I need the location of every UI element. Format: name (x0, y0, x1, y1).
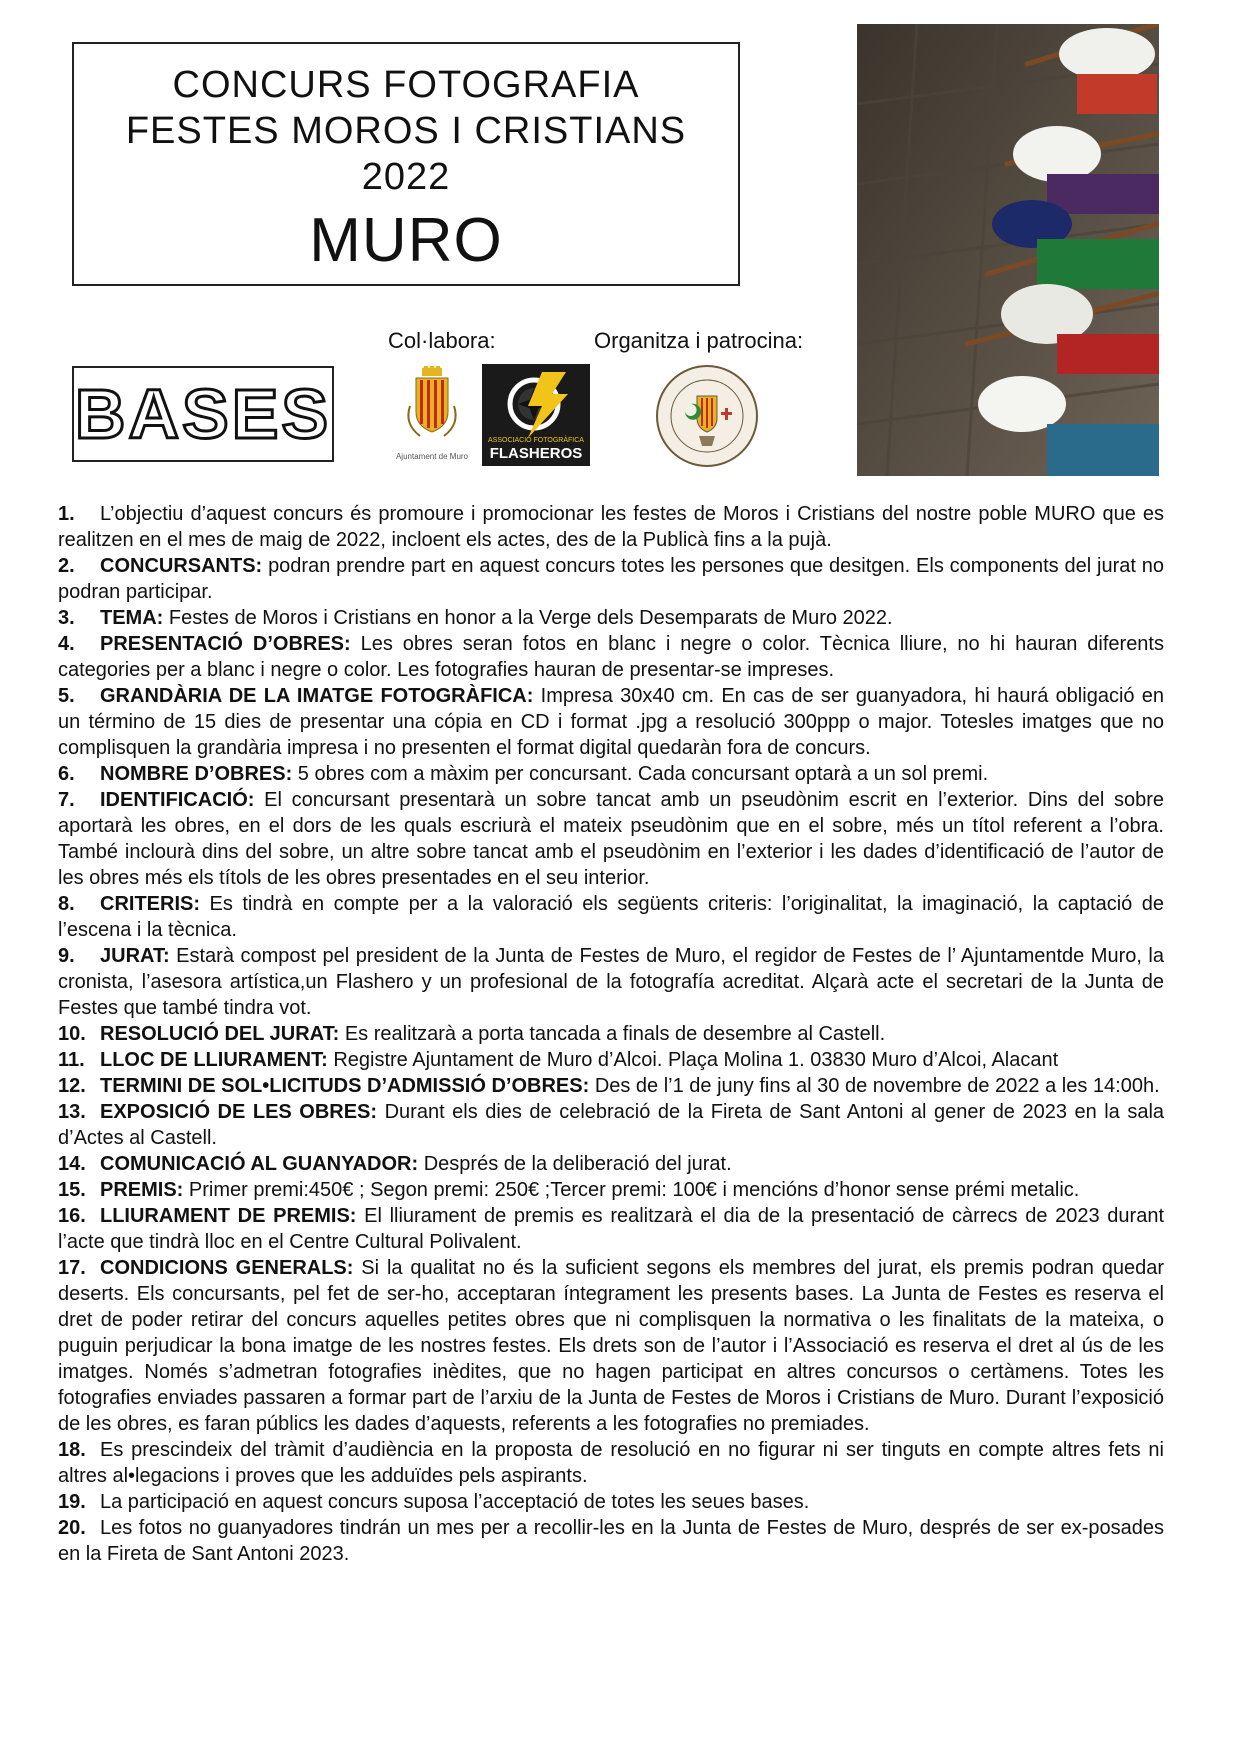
title-year: 2022 (361, 156, 451, 198)
rule-heading: TEMA: (100, 607, 164, 629)
rule-text: Festes de Moros i Cristians en honor a la Verge dels Desemparats de Muro 2022. (168, 607, 893, 629)
rule-item (58, 787, 1164, 891)
rule-text: Si la qualitat no és la suficient segons els membres del jurat, els premis podran quedar deserts. Els concursants, pel fet de ser-ho, acceptaran íntegrament les presents bases. La Junta de Festes es reserva el dret de poder retirar del concurs aquelles petites obres que ni complisquen la normativa o les finalitats de la mateixa, o puguin perjudicar la bona imatge de les nostres festes. Els drets son de l’autor i l’Associació es reserva el dret al ús de les imatges. Només s’admetran fotografies inèdites, que no hagen participat en altres concursos o certàmens. Totes les fotografies enviades passaren a formar part de l’arxiu de la Junta de Festes de Moros i Cristians de Muro. Durant l’exposició de les obres, es faran públics les dades d’aquests, referents a les fotografies no premiades. (58, 1257, 1165, 1435)
rule-item (58, 1255, 1164, 1437)
rules-list (58, 501, 1164, 1567)
bases-box (72, 366, 334, 462)
rule-number: 16. (58, 1205, 86, 1227)
rule-heading: CONCURSANTS: (100, 555, 263, 577)
rule-number: 7. (58, 789, 75, 811)
rule-number: 8. (58, 893, 75, 915)
rule-item (58, 761, 1164, 787)
rule-text: Es realitzarà a porta tancada a finals de desembre al Castell. (344, 1023, 886, 1045)
junta-seal-icon (653, 362, 761, 470)
rule-text: Després de la deliberació del jurat. (423, 1153, 732, 1175)
title-line-2: FESTES MOROS I CRISTIANS (125, 110, 687, 152)
rule-item (58, 1515, 1164, 1567)
collabora-label: Col·labora: (388, 328, 496, 353)
rule-text: Es tindrà en compte per a la valoració els següents criteris: l’originalitat, la imaginació, la captació de l’escena i la tècnica. (58, 893, 1165, 941)
rule-item (58, 501, 1164, 553)
bases-heading: BASES (74, 375, 332, 453)
rule-text: El concursant presentarà un sobre tancat amb un pseudònim escrit en l’exterior. Dins del sobre aportarà les obres, en el dors de les quals escriurà el mateix pseudònim que en el sobre, més un títol referent a l’obra. També inclourà dins del sobre, un altre sobre tancat amb el pseudònim en l’exterior i les dades d’identificació de l’autor de les obres més els títols de les obres presentades en el seu interior. (58, 789, 1165, 889)
rule-number: 10. (58, 1023, 86, 1045)
rule-heading: JURAT: (100, 945, 170, 967)
rule-heading: GRANDÀRIA DE LA IMATGE FOTOGRÀFICA: (100, 685, 534, 707)
ajuntament-caption: Ajuntament de Muro (395, 452, 469, 461)
rule-heading: TERMINI DE SOL•LICITUDS D’ADMISSIÓ D’OBRES: (100, 1075, 590, 1097)
rule-number: 11. (58, 1049, 85, 1071)
rule-text: La participació en aquest concurs suposa l’acceptació de totes les seues bases. (100, 1491, 810, 1513)
rule-item (58, 605, 1164, 631)
rule-heading: LLIURAMENT DE PREMIS: (100, 1205, 357, 1227)
festival-photo (857, 24, 1159, 476)
rule-text: Estarà compost pel president de la Junta de Festes de Muro, el regidor de Festes de l’ Ajuntamentde Muro, la cronista, l’asesora artística,un Flashero y un profesional de la fotografía acreditat. Alçarà acte el secretari de la Junta de Festes que també tindra vot. (58, 945, 1164, 1019)
rule-text: El lliurament de premis es realitzarà el dia de la presentació de càrrecs de 2023 durant l’acte que tindrà lloc en el Centre Cultural Polivalent. (58, 1205, 1164, 1253)
flasheros-name: FLASHEROS (489, 445, 583, 462)
rule-text: 5 obres com a màxim per concursant. Cada concursant optarà a un sol premi. (297, 763, 989, 785)
rule-text: L’objectiu d’aquest concurs és promoure i promocionar les festes de Moros i Cristians del nostre poble MURO que es realitzen en el mes de maig de 2022, incloent els actes, des de la Publicà fins a la pujà. (58, 503, 1164, 551)
rule-number: 1. (58, 503, 75, 525)
rule-heading: IDENTIFICACIÓ: (100, 789, 255, 811)
rule-item (58, 1489, 1164, 1515)
title-box (72, 42, 740, 286)
rule-number: 4. (58, 633, 75, 655)
rule-heading: PRESENTACIÓ D’OBRES: (100, 633, 351, 655)
junta-de-festes-logo (653, 362, 761, 470)
rule-text: Registre Ajuntament de Muro d’Alcoi. Plaça Molina 1. 03830 Muro d’Alcoi, Alacant (333, 1049, 1059, 1071)
rule-heading: PREMIS: (100, 1179, 184, 1201)
rule-item (58, 683, 1164, 761)
rule-item (58, 1021, 1164, 1047)
rule-number: 20. (58, 1517, 86, 1539)
rule-number: 6. (58, 763, 75, 785)
rule-item (58, 631, 1164, 683)
title-town: MURO (309, 206, 503, 275)
title-line-1: CONCURS FOTOGRAFIA (172, 64, 640, 106)
rule-number: 3. (58, 607, 75, 629)
flasheros-logo (482, 364, 590, 466)
rule-number: 12. (58, 1075, 86, 1097)
rule-number: 14. (58, 1153, 86, 1175)
rule-item (58, 1437, 1164, 1489)
rule-number: 5. (58, 685, 75, 707)
rule-number: 17. (58, 1257, 86, 1279)
rule-number: 15. (58, 1179, 86, 1201)
rule-text: Impresa 30x40 cm. En cas de ser guanyadora, hi haurá obligació en un término de 15 dies de presentar una cópia en CD i format .jpg a resolució 300ppp o major. Totesles imatges que no complisquen la grandària impresa i no presenten el format digital quedaràn fora de concurs. (58, 685, 1164, 759)
rule-text: Es prescindeix del tràmit d’audiència en la proposta de resolució en no figurar ni ser tinguts en compte altres fets ni altres al•legacions i proves que les adduïdes pels aspirants. (58, 1439, 1164, 1487)
rule-item (58, 1203, 1164, 1255)
rule-heading: EXPOSICIÓ DE LES OBRES: (100, 1101, 378, 1123)
rule-item (58, 1099, 1164, 1151)
rule-number: 13. (58, 1101, 86, 1123)
rule-number: 18. (58, 1439, 86, 1461)
rule-text: Primer premi:450€ ; Segon premi: 250€ ;Tercer premi: 100€ i mencións d’honor sense prémi metalic. (188, 1179, 1080, 1201)
rule-item (58, 891, 1164, 943)
moros-cristians-photo (857, 24, 1159, 476)
flasheros-caption: ASSOCIACIÓ FOTOGRÀFICA (488, 437, 584, 444)
rule-number: 9. (58, 945, 75, 967)
rule-text: Les fotos no guanyadores tindrán un mes per a recollir-les en la Junta de Festes de Muro, després de ser ex-posades en la Fireta de Sant Antoni 2023. (58, 1517, 1164, 1565)
rule-item (58, 1073, 1164, 1099)
rule-text: Des de l’1 de juny fins al 30 de novembre de 2022 a les 14:00h. (594, 1075, 1160, 1097)
rule-heading: CONDICIONS GENERALS: (100, 1257, 354, 1279)
rule-heading: LLOC DE LLIURAMENT: (100, 1049, 328, 1071)
rule-item (58, 1177, 1164, 1203)
rule-heading: COMUNICACIÓ AL GUANYADOR: (100, 1153, 419, 1175)
rule-item (58, 553, 1164, 605)
rule-text: Les obres seran fotos en blanc i negre o color. Tècnica lliure, no hi hauran diferents categories per a blanc i negre o color. Les fotografies hauran de presentar-se impreses. (58, 633, 1164, 681)
rule-item (58, 1151, 1164, 1177)
rule-text: podran prendre part en aquest concurs totes les persones que desitgen. Els components del jurat no podran participar. (58, 555, 1164, 603)
rule-number: 2. (58, 555, 75, 577)
rule-number: 19. (58, 1491, 86, 1513)
rule-text: Durant els dies de celebració de la Fireta de Sant Antoni al gener de 2023 en la sala d’Actes al Castell. (58, 1101, 1165, 1149)
camera-aperture-icon (482, 364, 590, 444)
rule-item (58, 943, 1164, 1021)
rule-heading: CRITERIS: (100, 893, 200, 915)
rule-heading: NOMBRE D’OBRES: (100, 763, 293, 785)
rule-heading: RESOLUCIÓ DEL JURAT: (100, 1023, 340, 1045)
organitza-label: Organitza i patrocina: (594, 328, 804, 353)
ajuntament-logo (386, 366, 478, 468)
rule-item (58, 1047, 1164, 1073)
